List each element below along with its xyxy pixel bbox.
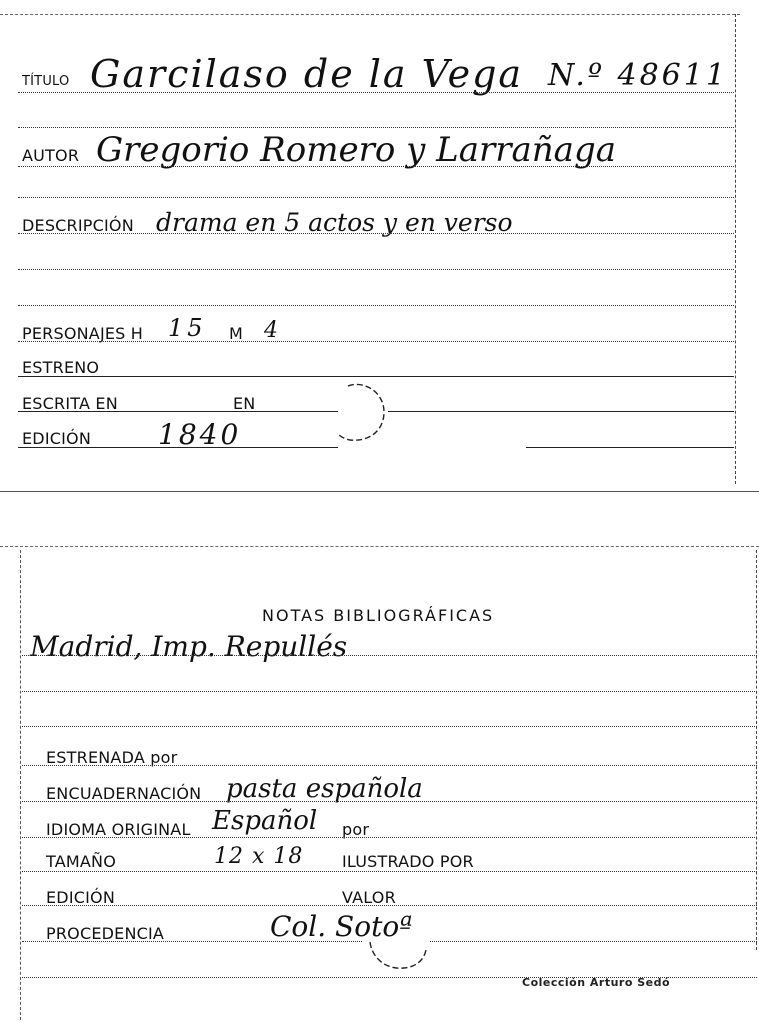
rule-4 <box>18 197 734 198</box>
notes-value: Madrid, Imp. Repullés <box>30 630 348 663</box>
estreno-rule <box>18 376 734 377</box>
edicion-back-rule <box>22 905 757 906</box>
catalog-number: N.º 48611 <box>548 58 728 93</box>
encuadernacion-value: pasta española <box>226 774 423 804</box>
procedencia-label: PROCEDENCIA <box>46 924 165 943</box>
collection-credit: Colección Arturo Sedó <box>522 976 671 989</box>
escrita-rule-left <box>18 411 338 412</box>
catalog-card-front <box>0 0 759 492</box>
card-bottom-edge <box>0 491 759 492</box>
rule-2 <box>18 127 734 128</box>
descripcion-value: drama en 5 actos y en verso <box>156 208 513 237</box>
ilustrado-label: ILUSTRADO POR <box>342 852 474 871</box>
estreno-label: ESTRENO <box>22 358 100 377</box>
rule-6 <box>18 269 734 270</box>
procedencia-rule-left <box>22 941 362 942</box>
card-top-edge <box>0 14 740 15</box>
back-card-left-edge <box>20 550 21 1020</box>
procedencia-rule-right <box>430 941 757 942</box>
edicion-label: EDICIÓN <box>22 429 92 448</box>
estrenada-rule <box>22 765 757 766</box>
escrita-en-label: EN <box>233 394 256 413</box>
back-edicion-label: EDICIÓN <box>46 888 116 907</box>
notas-heading: NOTAS BIBLIOGRÁFICAS <box>262 606 495 625</box>
personajes-rule <box>18 341 734 342</box>
punch-hole-back-icon <box>364 936 434 976</box>
edicion-rule-left <box>18 447 338 448</box>
procedencia-value: Col. Sotoª <box>270 910 413 943</box>
idioma-label: IDIOMA ORIGINAL <box>46 820 191 839</box>
escrita-label: ESCRITA EN <box>22 394 118 413</box>
edicion-value: 1840 <box>158 418 242 451</box>
back-card-right-edge <box>756 550 757 950</box>
titulo-label: TÍTULO <box>22 74 70 89</box>
notes-rule-3 <box>22 726 757 727</box>
tamano-rule <box>22 871 757 872</box>
descripcion-rule <box>18 233 734 234</box>
punch-hole-icon <box>328 378 392 448</box>
catalog-card-back <box>0 540 759 1028</box>
notes-rule-1 <box>22 655 757 656</box>
personajes-label: PERSONAJES H <box>22 324 144 343</box>
descripcion-label: DESCRIPCIÓN <box>22 216 134 235</box>
back-card-top-edge <box>0 546 759 547</box>
autor-value: Gregorio Romero y Larrañaga <box>96 130 616 170</box>
autor-rule <box>18 166 734 167</box>
tamano-value: 12 x 18 <box>214 844 304 869</box>
idioma-rule <box>22 837 757 838</box>
personajes-m-value: 4 <box>264 318 278 343</box>
encuadernacion-rule <box>22 801 757 802</box>
titulo-rule <box>18 92 734 93</box>
idioma-por-label: por <box>342 820 370 839</box>
autor-label: AUTOR <box>22 146 80 165</box>
valor-label: VALOR <box>342 888 396 907</box>
escrita-rule-right <box>388 411 734 412</box>
idioma-value: Español <box>212 806 318 836</box>
titulo-value: Garcilaso de la Vega <box>90 52 524 96</box>
encuadernacion-label: ENCUADERNACIÓN <box>46 784 202 803</box>
personajes-m-label: M <box>229 324 244 343</box>
edicion-rule-right <box>526 447 734 448</box>
tamano-label: TAMAÑO <box>46 852 116 871</box>
card-right-edge <box>735 14 736 484</box>
notes-rule-2 <box>22 691 757 692</box>
estrenada-label: ESTRENADA por <box>46 748 178 767</box>
personajes-h-value: 15 <box>168 314 207 342</box>
rule-7 <box>18 305 734 306</box>
